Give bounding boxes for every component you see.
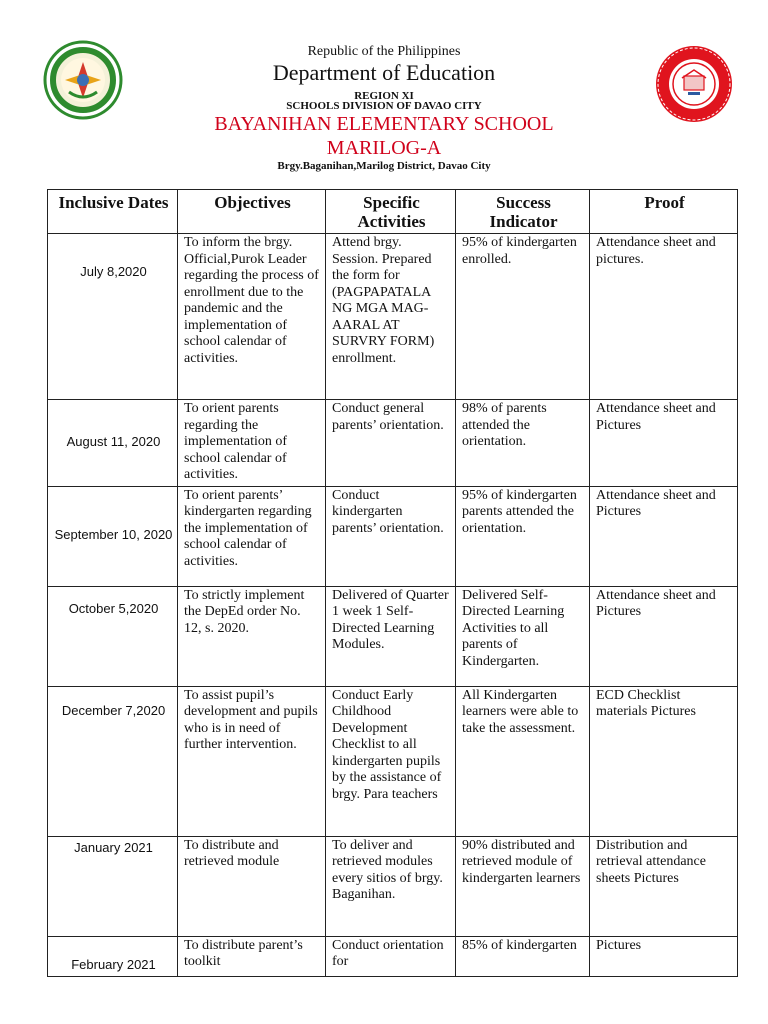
department-title: Department of Education bbox=[272, 60, 496, 85]
indicator-cell: 95% of kindergarten enrolled. bbox=[456, 234, 590, 400]
school-address: Brgy.Baganihan,Marilog District, Davao City bbox=[277, 160, 491, 172]
activities-cell: Conduct orientation for bbox=[326, 936, 456, 976]
proof-cell: ECD Checklist materials Pictures bbox=[590, 686, 738, 836]
proof-cell: Attendance sheet and Pictures bbox=[590, 400, 738, 487]
activity-plan-table bbox=[47, 189, 738, 977]
proof-cell: Attendance sheet and Pictures bbox=[590, 586, 738, 686]
activities-cell: Attend brgy. Session. Prepared the form for (PAGPAPATALA NG MGA MAG-AARAL AT SURVRY FORM) enrollment. bbox=[326, 234, 456, 400]
date-cell: February 2021 bbox=[48, 936, 178, 976]
table-header-row bbox=[48, 190, 738, 234]
proof-cell: Distribution and retrieval attendance sheets Pictures bbox=[590, 836, 738, 936]
objectives-cell: To orient parents’ kindergarten regarding the implementation of school calendar of activities. bbox=[178, 486, 326, 586]
date-cell: October 5,2020 bbox=[48, 586, 178, 686]
table-row bbox=[48, 400, 738, 487]
objectives-cell: To strictly implement the DepEd order No. 12, s. 2020. bbox=[178, 586, 326, 686]
region-line: REGION XI bbox=[354, 90, 414, 102]
activities-cell: Conduct general parents’ orientation. bbox=[326, 400, 456, 487]
division-line: SCHOOLS DIVISION OF DAVAO CITY bbox=[286, 100, 482, 112]
table-row bbox=[48, 686, 738, 836]
date-cell: July 8,2020 bbox=[48, 234, 178, 400]
objectives-cell: To orient parents regarding the implementation of school calendar of activities. bbox=[178, 400, 326, 487]
proof-cell: Pictures bbox=[590, 936, 738, 976]
header-objectives: Objectives bbox=[178, 190, 326, 234]
indicator-cell: All Kindergarten learners were able to take the assessment. bbox=[456, 686, 590, 836]
indicator-cell: 98% of parents attended the orientation. bbox=[456, 400, 590, 487]
objectives-cell: To assist pupil’s development and pupils who is in need of further intervention. bbox=[178, 686, 326, 836]
indicator-cell: 85% of kindergarten bbox=[456, 936, 590, 976]
activities-cell: To deliver and retrieved modules every sitios of brgy. Baganihan. bbox=[326, 836, 456, 936]
header-inclusive-dates: Inclusive Dates bbox=[48, 190, 178, 234]
activities-cell: Conduct kindergarten parents’ orientation. bbox=[326, 486, 456, 586]
objectives-cell: To distribute parent’s toolkit bbox=[178, 936, 326, 976]
proof-cell: Attendance sheet and pictures. bbox=[590, 234, 738, 400]
proof-cell: Attendance sheet and Pictures bbox=[590, 486, 738, 586]
indicator-cell: Delivered Self-Directed Learning Activities to all parents of Kindergarten. bbox=[456, 586, 590, 686]
table-row bbox=[48, 586, 738, 686]
school-name: BAYANIHAN ELEMENTARY SCHOOL bbox=[214, 113, 554, 135]
objectives-cell: To distribute and retrieved module bbox=[178, 836, 326, 936]
date-cell: September 10, 2020 bbox=[48, 486, 178, 586]
republic-line: Republic of the Philippines bbox=[307, 44, 461, 59]
document-header bbox=[0, 0, 768, 180]
date-cell: December 7,2020 bbox=[48, 686, 178, 836]
table-row bbox=[48, 234, 738, 400]
date-cell: August 11, 2020 bbox=[48, 400, 178, 487]
date-cell: January 2021 bbox=[48, 836, 178, 936]
table-row bbox=[48, 936, 738, 976]
school-subname: MARILOG-A bbox=[326, 137, 442, 159]
indicator-cell: 90% distributed and retrieved module of kindergarten learners bbox=[456, 836, 590, 936]
header-specific-activities: Specific Activities bbox=[326, 190, 456, 234]
activities-cell: Conduct Early Childhood Development Checklist to all kindergarten pupils by the assistance of brgy. Para teachers bbox=[326, 686, 456, 836]
header-proof: Proof bbox=[590, 190, 738, 234]
table-row bbox=[48, 836, 738, 936]
table-row bbox=[48, 486, 738, 586]
activities-cell: Delivered of Quarter 1 week 1 Self-Directed Learning Modules. bbox=[326, 586, 456, 686]
indicator-cell: 95% of kindergarten parents attended the orientation. bbox=[456, 486, 590, 586]
header-success-indicator: Success Indicator bbox=[456, 190, 590, 234]
objectives-cell: To inform the brgy. Official,Purok Leader regarding the process of enrollment due to the pandemic and the implementation of school calendar of activities. bbox=[178, 234, 326, 400]
